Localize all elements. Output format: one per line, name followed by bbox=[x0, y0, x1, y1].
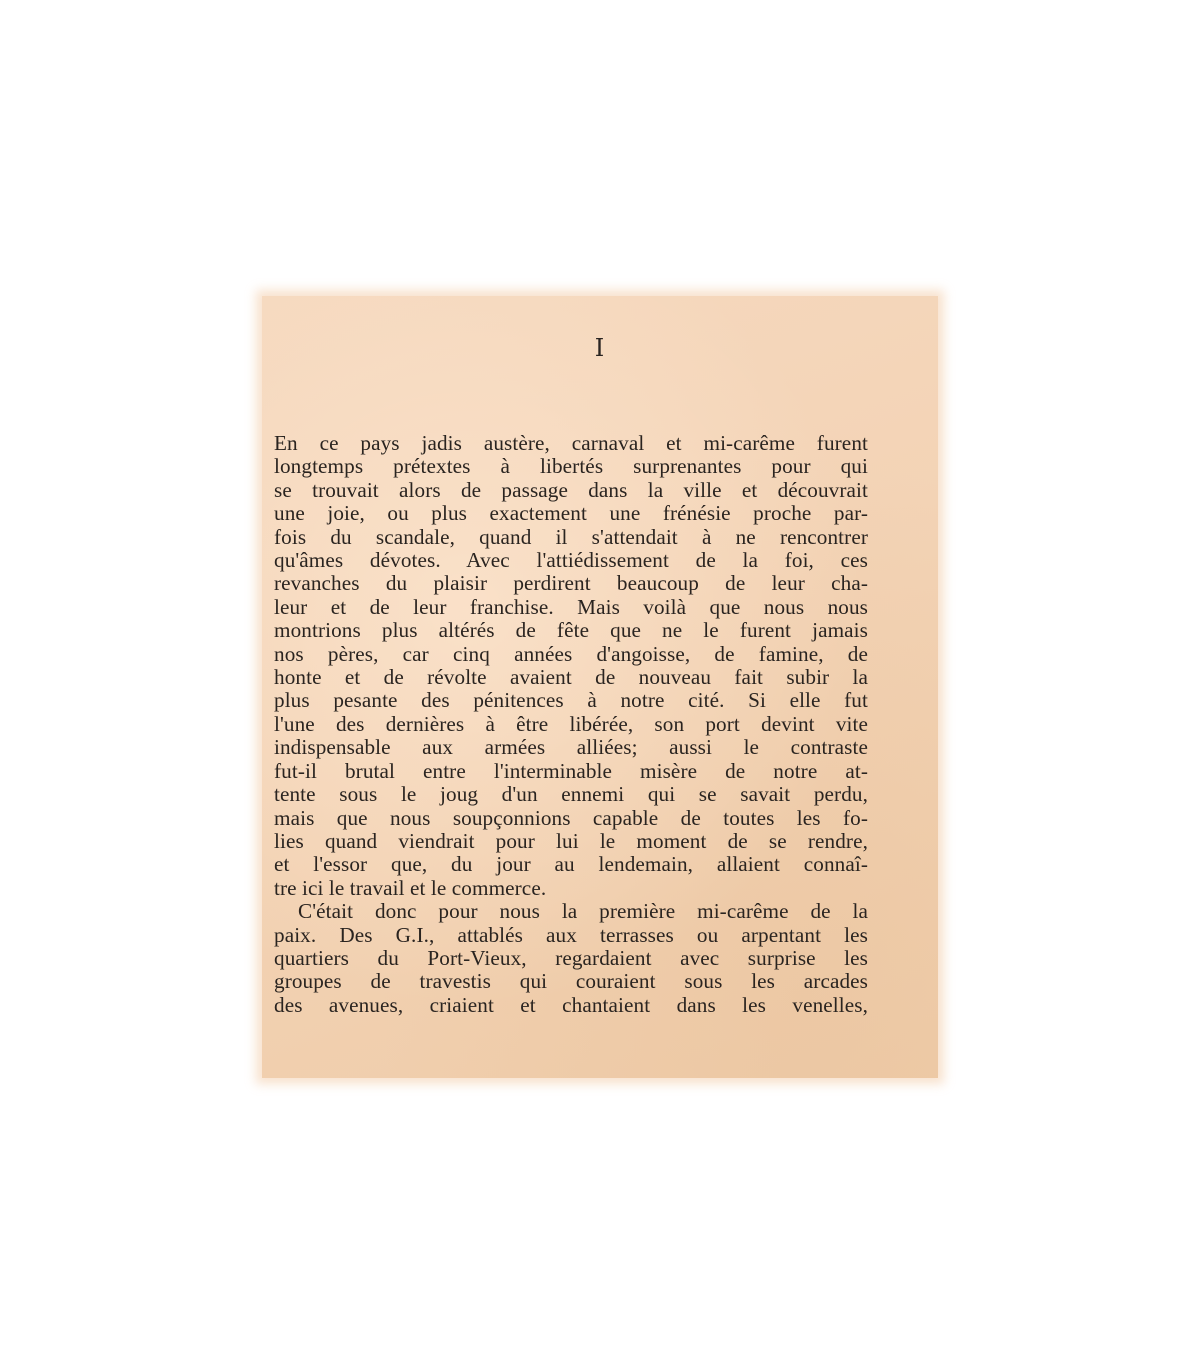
text-line: indispensable aux armées alliées; aussi le contraste bbox=[274, 735, 868, 760]
text-line: et l'essor que, du jour au lendemain, allaient connaî- bbox=[274, 852, 868, 877]
text-line: fut-il brutal entre l'interminable misère de notre at- bbox=[274, 758, 868, 783]
text-line: plus pesante des pénitences à notre cité. Si elle fut bbox=[274, 688, 868, 713]
paragraph-1 bbox=[274, 432, 868, 900]
text-line: revanches du plaisir perdirent beaucoup de leur cha- bbox=[274, 571, 868, 596]
paragraph-2 bbox=[274, 900, 868, 1017]
text-line: fois du scandale, quand il s'attendait à ne rencontrer bbox=[274, 524, 868, 549]
text-line: montrions plus altérés de fête que ne le furent jamais bbox=[274, 618, 868, 643]
book-page-scan bbox=[262, 296, 938, 1078]
text-line: paix. Des G.I., attablés aux terrasses ou arpentant les bbox=[274, 922, 868, 947]
text-line: lies quand viendrait pour lui le moment de se rendre, bbox=[274, 828, 868, 853]
text-line: qu'âmes dévotes. Avec l'attiédissement de la foi, ces bbox=[274, 548, 868, 573]
text-line: groupes de travestis qui couraient sous les arcades bbox=[274, 969, 868, 994]
text-line: nos pères, car cinq années d'angoisse, de famine, de bbox=[274, 641, 868, 666]
text-line: des avenues, criaient et chantaient dans les venelles, bbox=[274, 992, 868, 1017]
body-text bbox=[274, 432, 868, 1017]
text-line: mais que nous soupçonnions capable de toutes les fo- bbox=[274, 805, 868, 830]
text-line: honte et de révolte avaient de nouveau fait subir la bbox=[274, 665, 868, 690]
text-line: quartiers du Port-Vieux, regardaient avec surprise les bbox=[274, 945, 868, 970]
text-line: leur et de leur franchise. Mais voilà que nous nous bbox=[274, 594, 868, 619]
text-line: C'était donc pour nous la première mi-carême de la bbox=[298, 899, 868, 924]
text-line: longtemps prétextes à libertés surprenantes pour qui bbox=[274, 454, 868, 479]
text-line: tre ici le travail et le commerce. bbox=[274, 875, 547, 900]
text-line: tente sous le joug d'un ennemi qui se savait perdu, bbox=[274, 782, 868, 807]
text-line: se trouvait alors de passage dans la ville et découvrait bbox=[274, 477, 868, 502]
text-line: l'une des dernières à être libérée, son port devint vite bbox=[274, 711, 868, 736]
text-line: une joie, ou plus exactement une frénésie proche par- bbox=[274, 501, 868, 526]
text-line: En ce pays jadis austère, carnaval et mi-carême furent bbox=[274, 431, 868, 455]
chapter-number: I bbox=[594, 334, 606, 362]
